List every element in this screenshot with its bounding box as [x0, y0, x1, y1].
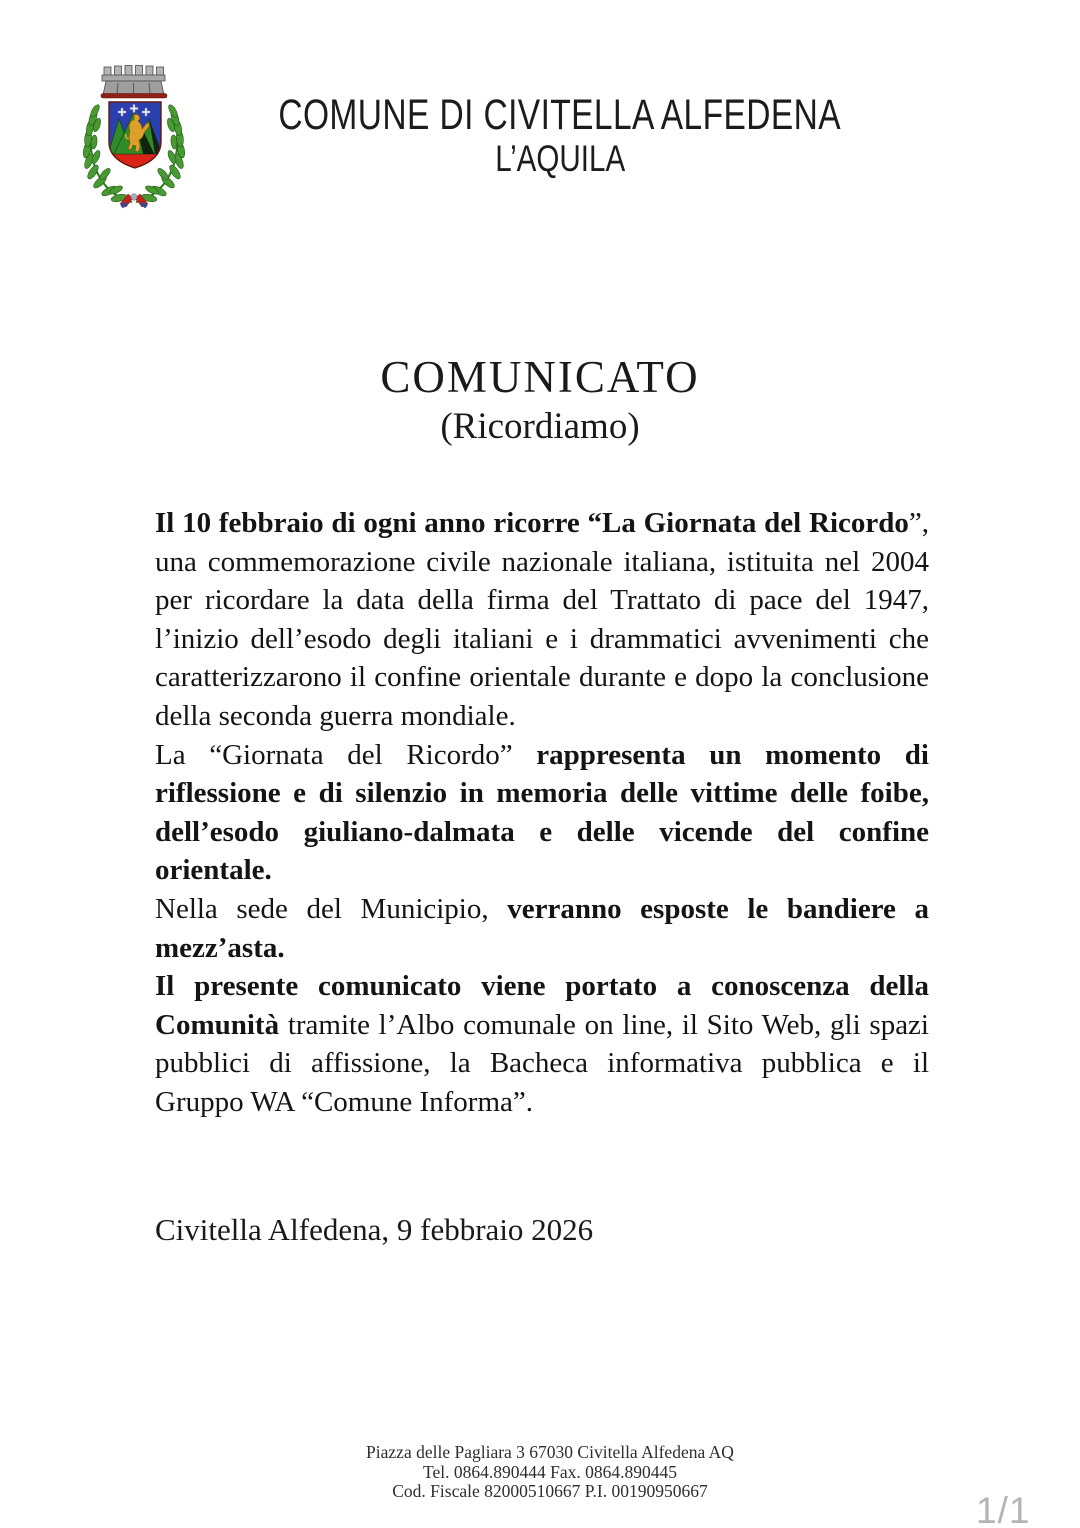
paragraph-run: Il 10 febbraio di ogni anno ricorre “La Giornata del Ricordo — [155, 507, 909, 539]
footer-fiscal-codes: Cod. Fiscale 82000510667 P.I. 00190950667 — [392, 1481, 708, 1501]
province-name: L’AQUILA — [494, 138, 625, 179]
document-title-block — [0, 352, 1080, 449]
footer-address: Piazza delle Pagliara 3 67030 Civitella Alfedena AQ — [366, 1442, 734, 1462]
document-subtitle: (Ricordiamo) — [440, 406, 640, 447]
paragraph-riflessione — [155, 736, 929, 890]
document-footer — [10, 1443, 1080, 1502]
paragraph-run: verranno esposte le bandiere a mezz’asta. — [155, 892, 929, 964]
paragraph-run: tramite l’Albo comunale on line, il Sito Web, gli spazi pubblici di affissione, la Bacheca informativa pubblica e il Gruppo WA “Comune Informa”. — [155, 1008, 929, 1118]
paragraph-run: Il presente comunicato viene portato a conoscenza della Comunità — [155, 970, 929, 1041]
letterhead — [40, 92, 1080, 180]
dateline: Civitella Alfedena, 9 febbraio 2026 — [155, 1212, 594, 1247]
paragraph-run: rappresenta un momento di riflessione e di silenzio in memoria delle vittime delle foibe, dell’esodo giuliano-dalmata e delle vicende del confine orientale. — [155, 738, 929, 887]
paragraph-diffusione — [155, 967, 929, 1121]
page-indicator: 1/1 — [976, 1490, 1031, 1528]
paragraph-bandiere — [155, 890, 929, 967]
document-body — [155, 504, 929, 1122]
municipality-name: COMUNE DI CIVITELLA ALFEDENA — [278, 91, 842, 139]
paragraph-giornata-del-ricordo — [155, 504, 929, 736]
footer-contacts: Tel. 0864.890444 Fax. 0864.890445 — [423, 1461, 677, 1482]
paragraph-run: Nella sede del Municipio, — [155, 892, 508, 925]
document-title: COMUNICATO — [380, 352, 700, 402]
paragraph-run: ”, una commemorazione civile nazionale italiana, istituita nel 2004 per ricordare la data della firma del Trattato di pace del 1947, l’inizio dell’esodo degli italiani e i drammatici avvenimenti che caratterizzarono il confine orientale durante e dopo la conclusione della seconda guerra mondiale. — [155, 507, 929, 732]
paragraph-run: La “Giornata del Ricordo” — [155, 738, 537, 771]
